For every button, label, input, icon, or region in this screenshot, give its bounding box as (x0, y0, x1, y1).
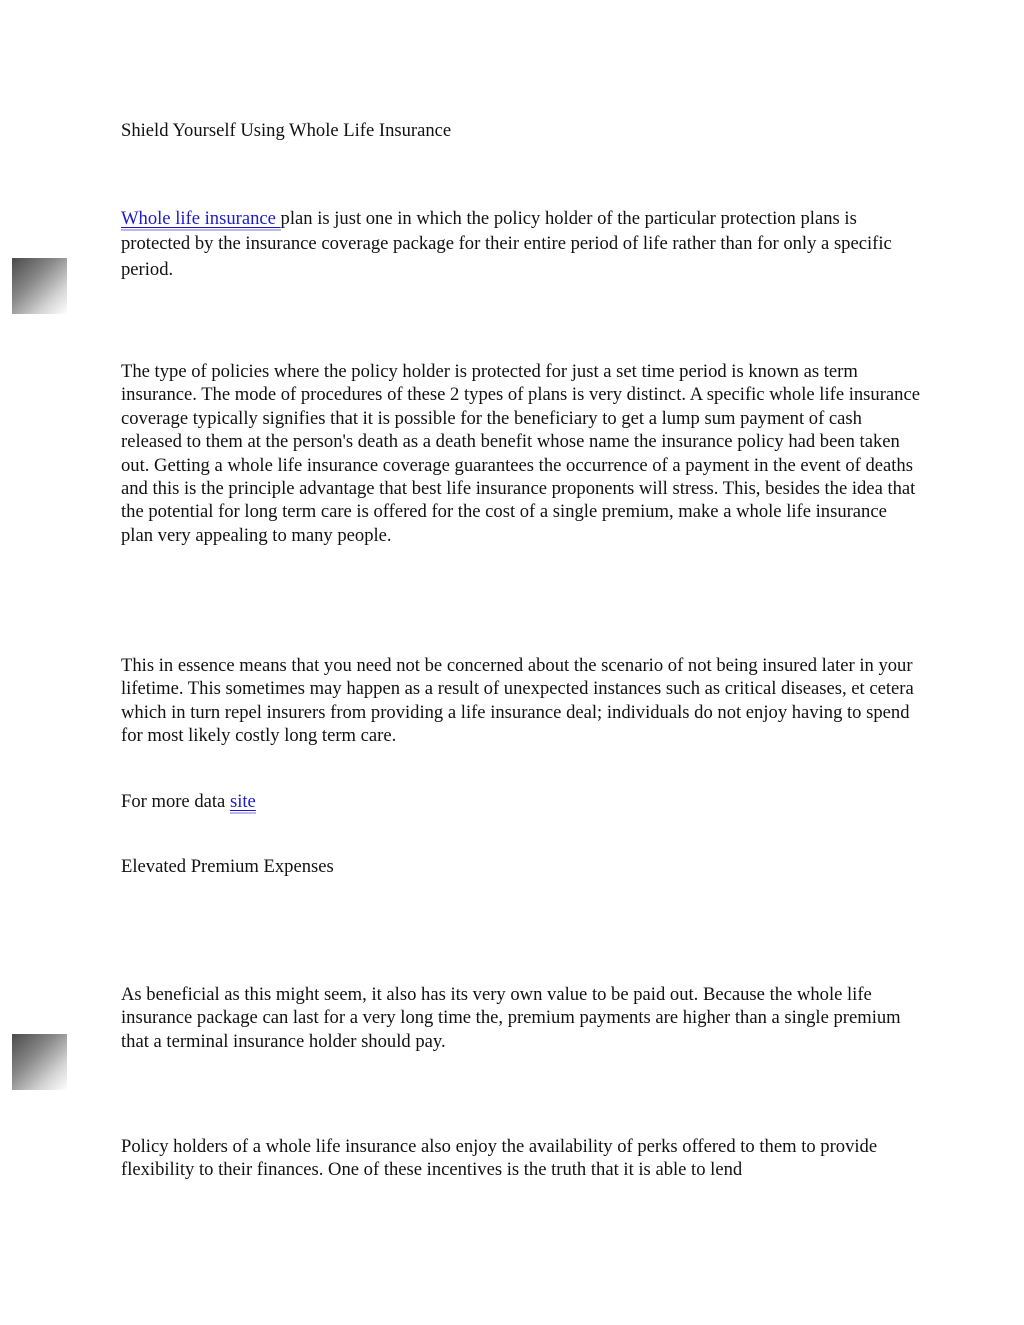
gradient-square-decoration (12, 1034, 67, 1090)
subheading-premium-expenses: Elevated Premium Expenses (121, 856, 334, 877)
site-link[interactable]: site (229, 791, 256, 812)
paragraph-essence: This in essence means that you need not be concerned about the scenario of not being insured later in your lifetime. This sometimes may happen as a result of unexpected instances such as critical diseases, et cetera which in turn repel insurers from providing a life insurance deal; individuals do not enjoy having to spend for most likely costly long term care. (121, 655, 914, 747)
paragraph-beneficial: As beneficial as this might seem, it also has its very own value to be paid out. Because the whole life insurance package can last for a very long time the, premium payments are higher than a single premium that a terminal insurance holder should pay. (121, 984, 901, 1052)
paragraph-term-insurance: The type of policies where the policy holder is protected for just a set time period is known as term insurance. The mode of procedures of these 2 types of plans is very distinct. A specific whole life insurance coverage typically signifies that it is possible for the beneficiary to get a lump sum payment of cash released to them at the person's death as a death benefit whose name the insurance policy had been taken out. Getting a whole life insurance coverage guarantees the occurrence of a payment in the event of deaths and this is the principle advantage that best life insurance proponents will stress. This, besides the idea that the potential for long term care is offered for the cost of a single premium, make a whole life insurance plan very appealing to many people. (121, 361, 920, 546)
gradient-square-decoration (12, 258, 67, 314)
intro-text: plan is just one in which the policy holder of the particular protection plans is protected by the insurance coverage package for their entire period of life rather than for only a specific period. (121, 208, 892, 280)
paragraph-policy-holders: Policy holders of a whole life insurance also enjoy the availability of perks offered to them to provide flexibility to their finances. One of these incentives is the truth that it is able to lend (121, 1136, 878, 1181)
intro-paragraph (121, 206, 921, 282)
more-info-text: For more data (121, 791, 230, 812)
more-info-line (121, 790, 921, 813)
whole-life-insurance-link[interactable]: Whole life insurance (121, 208, 281, 229)
document-title: Shield Yourself Using Whole Life Insurance (121, 120, 452, 141)
